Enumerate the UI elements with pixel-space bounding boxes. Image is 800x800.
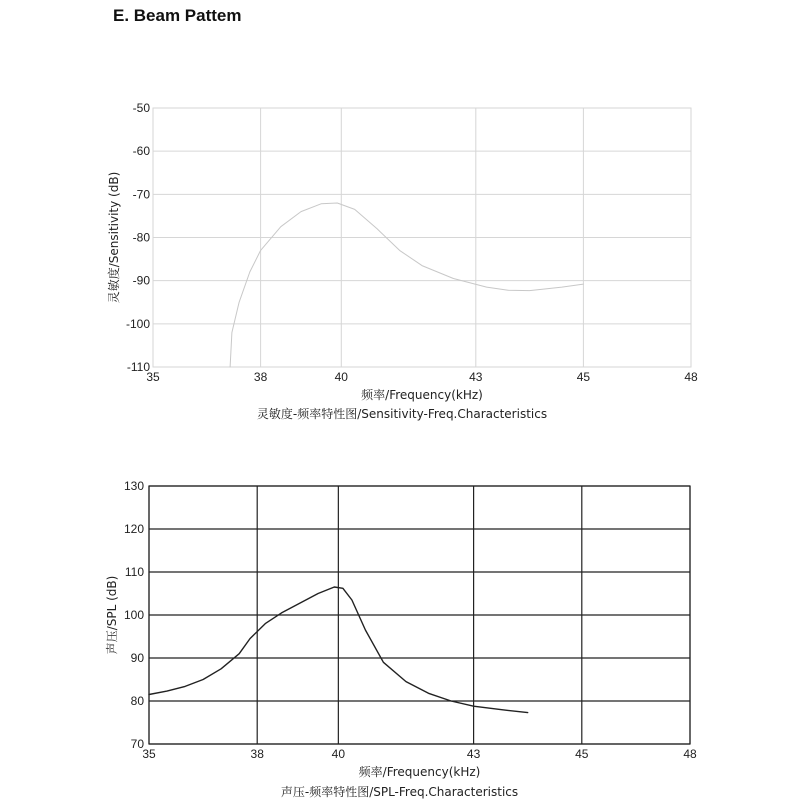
spl-chart xyxy=(104,479,697,799)
y-tick-label: -60 xyxy=(132,144,150,159)
x-axis-label: 频率/Frequency(kHz) xyxy=(361,388,483,402)
sensitivity-chart xyxy=(106,101,698,421)
chart-caption: 声压-频率特性图/SPL-Freq.Characteristics xyxy=(280,785,519,799)
y-tick-label: 120 xyxy=(123,522,144,536)
series-line xyxy=(230,203,583,367)
x-tick-label: 45 xyxy=(576,370,591,384)
y-tick-label: -80 xyxy=(132,230,150,245)
x-tick-label: 48 xyxy=(684,370,698,384)
y-tick-label: 80 xyxy=(130,694,144,708)
page-title: E. Beam Pattem xyxy=(113,6,242,25)
y-tick-label: -110 xyxy=(126,360,150,374)
y-tick-label: -50 xyxy=(132,101,150,115)
y-axis-label: 声压/SPL (dB) xyxy=(105,575,119,655)
x-tick-label: 40 xyxy=(331,747,346,761)
x-tick-label: 35 xyxy=(142,747,156,761)
y-tick-label: 70 xyxy=(130,737,144,751)
x-tick-label: 48 xyxy=(683,747,697,761)
x-tick-label: 43 xyxy=(469,370,483,384)
y-tick-label: 90 xyxy=(130,651,144,665)
x-tick-label: 40 xyxy=(334,370,348,384)
y-tick-label: -100 xyxy=(125,316,150,331)
y-tick-label: 100 xyxy=(123,608,144,622)
x-tick-label: 38 xyxy=(250,747,264,761)
y-tick-label: 110 xyxy=(124,565,144,579)
y-tick-label: 130 xyxy=(123,479,144,493)
x-axis-label: 频率/Frequency(kHz) xyxy=(358,765,481,779)
x-tick-label: 45 xyxy=(575,747,589,761)
y-tick-label: -70 xyxy=(132,187,150,202)
x-tick-label: 43 xyxy=(466,747,481,761)
chart-caption: 灵敏度-频率特性图/Sensitivity-Freq.Characteristics xyxy=(256,407,548,421)
x-tick-label: 35 xyxy=(146,370,160,384)
x-tick-label: 38 xyxy=(253,370,268,384)
y-tick-label: -90 xyxy=(132,273,150,288)
y-axis-label: 灵敏度/Sensitivity (dB) xyxy=(107,171,121,304)
